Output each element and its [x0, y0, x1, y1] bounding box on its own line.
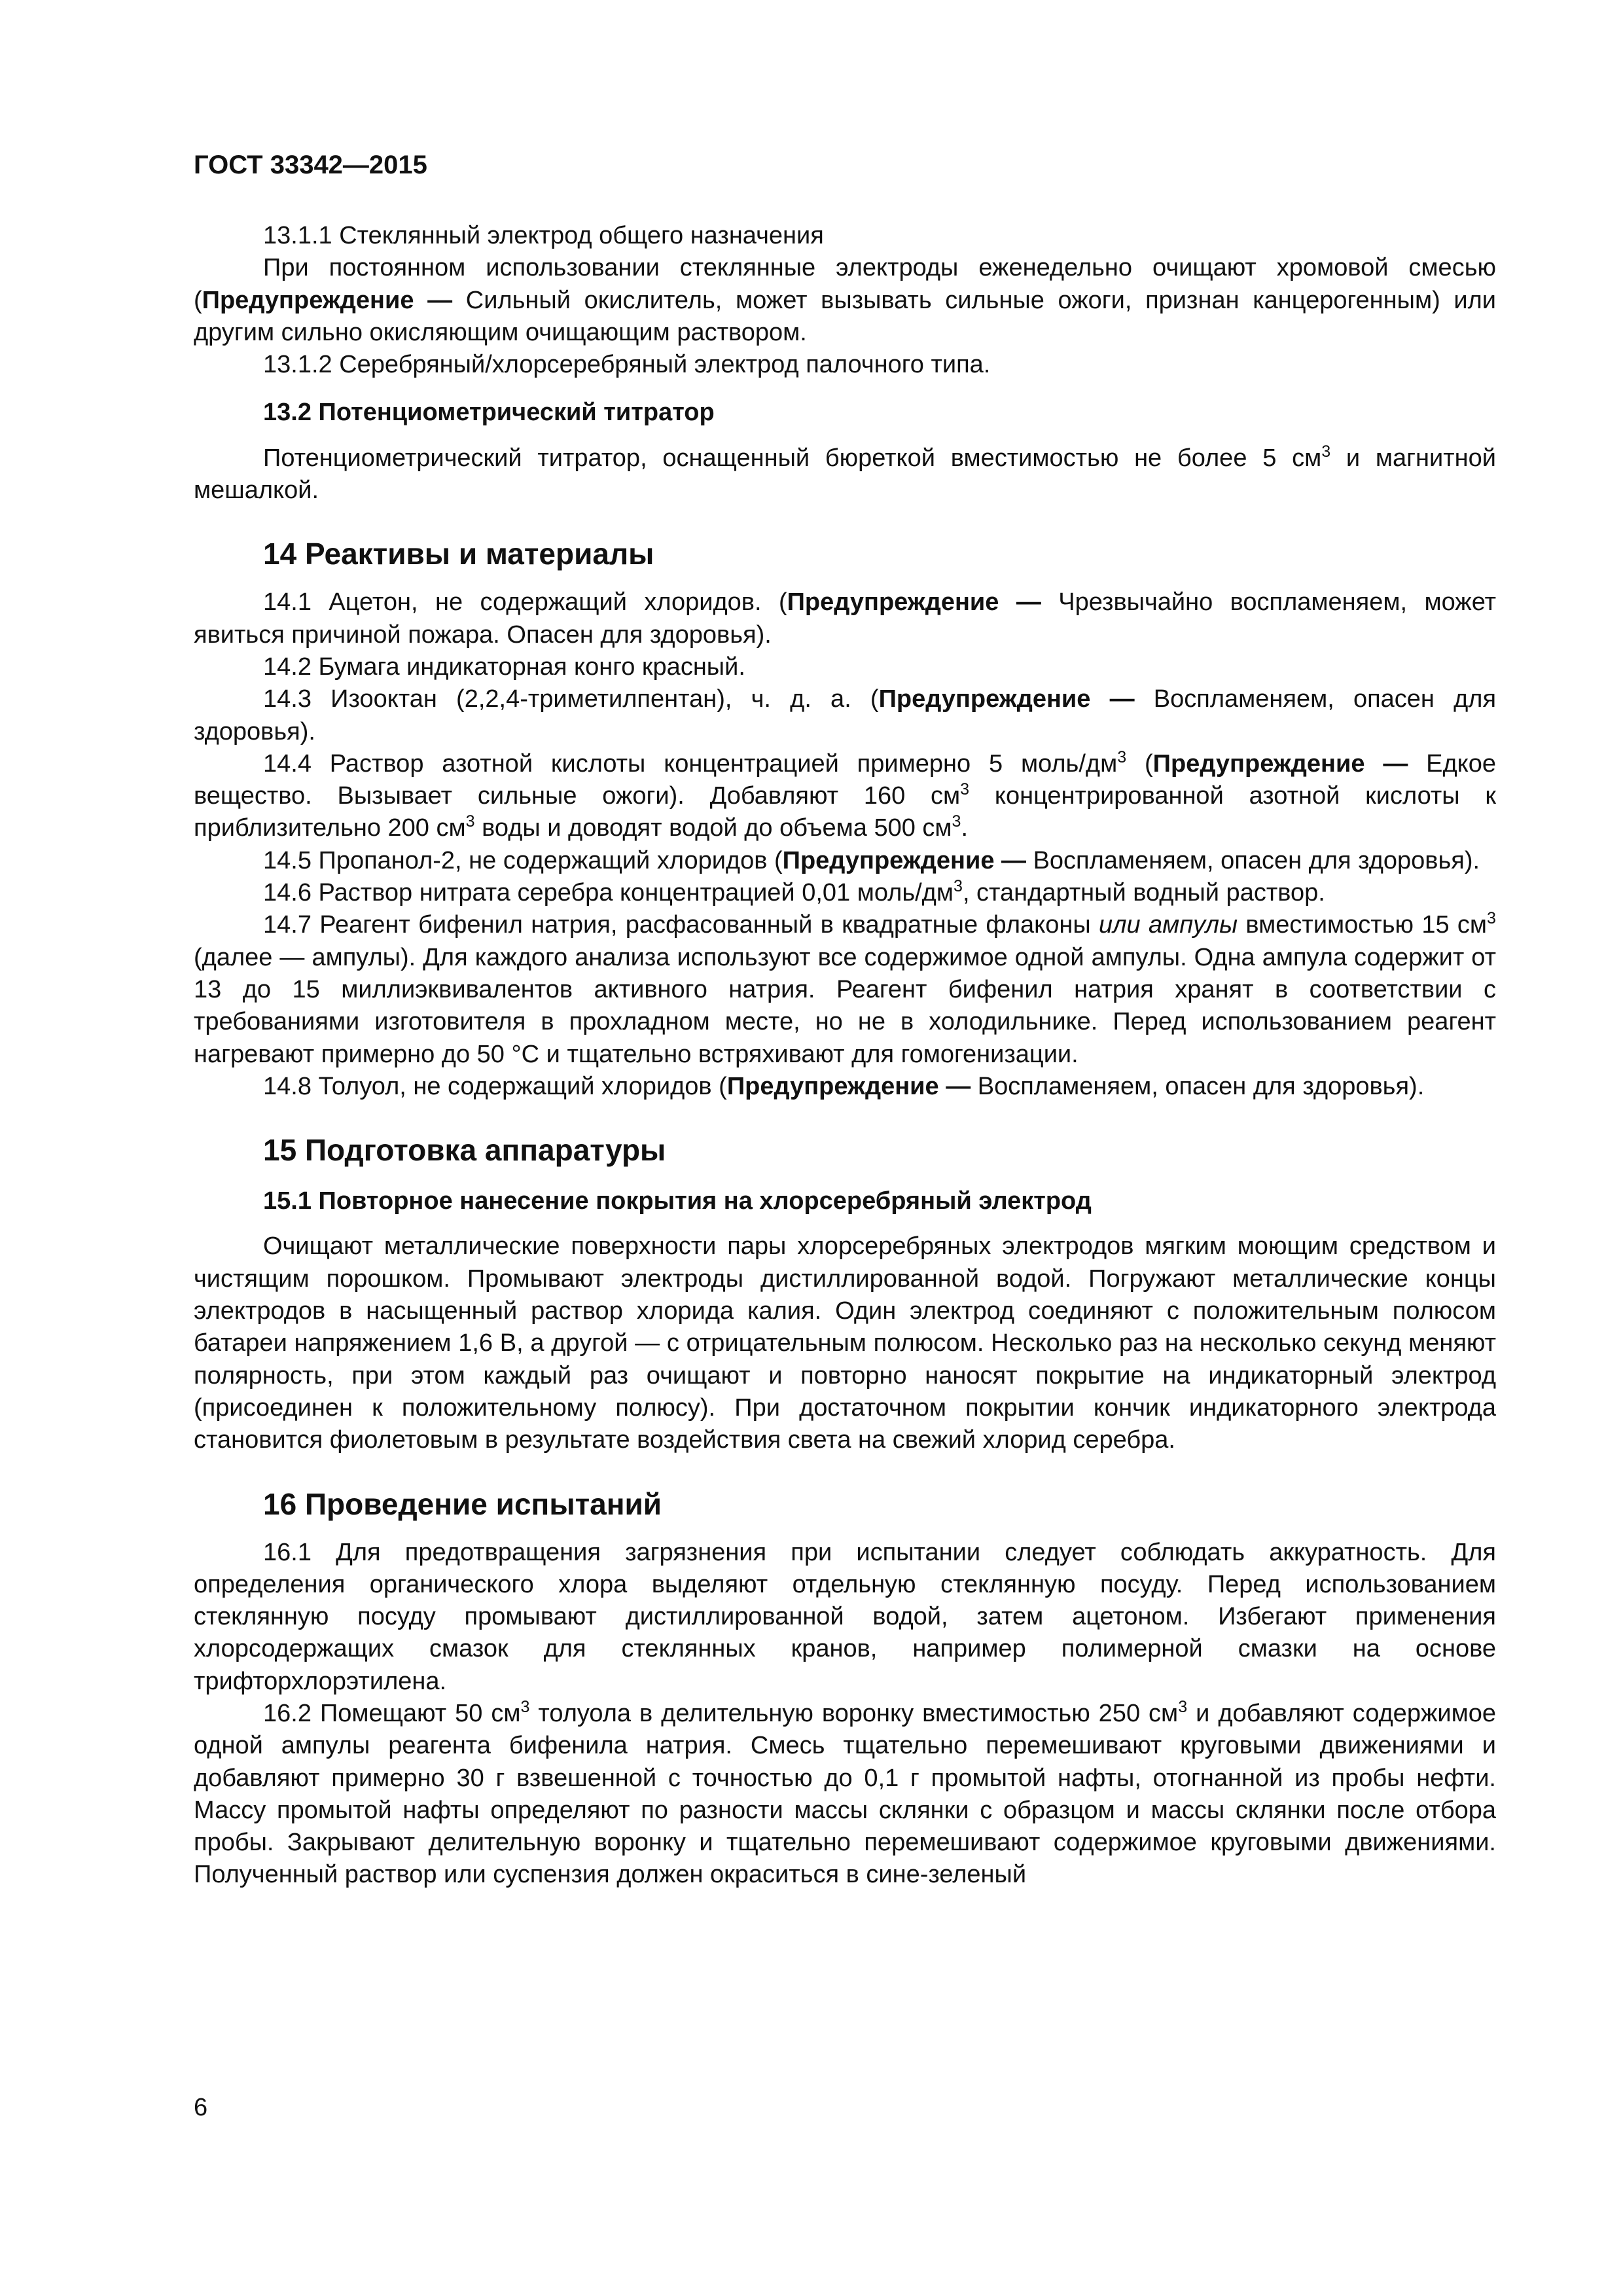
- paragraph-14-8: 14.8 Толуол, не содержащий хлоридов (Предупреждение — Воспламеняем, опасен для здоровья).: [263, 1072, 1425, 1100]
- subsection-heading-13-2: 13.2 Потенциометрический титратор: [263, 399, 715, 427]
- document-code-header: ГОСТ 33342—2015: [194, 151, 427, 179]
- paragraph-14-5: 14.5 Пропанол-2, не содержащий хлоридов (Предупреждение — Воспламеняем, опасен для здоровья).: [263, 846, 1480, 874]
- paragraph-14-3: 14.3 Изооктан (2,2,4-триметилпентан), ч. д. а. (Предупреждение — Воспламеняем, опасен для здоровья).: [194, 685, 1497, 745]
- paragraph-14-4: 14.4 Раствор азотной кислоты концентрацией примерно 5 моль/$дм^3$ (Предупреждение — Едкое вещество. Вызывает сильные ожоги). Добавляют 160 $см^3$ концентрированной азотной кислоты к приблизительно 200 $см^3$ воды и доводят водой до объема 500 $см^3$.: [194, 748, 1497, 842]
- warning-label: Предупреждение —: [726, 1072, 971, 1100]
- warning-label: Предупреждение —: [787, 588, 1041, 617]
- paragraph-15-1: Очищают металлические поверхности пары хлорсеребряных электродов мягким моющим средством и чистящим порошком. Промывают электроды дистиллированной водой. Погружают металлические концы электродов в насыщенный раствор хлорида калия. Один электрод соединяют с положительным полюсом батареи напряжением 1,6 В, а другой — с отрицательным полюсом. Несколько раз на несколько секунд меняют полярность, при этом каждый раз очищают и повторно наносят покрытие на индикаторный электрод (присоединен к положительному полюсу). При достаточном покрытии кончик индикаторного электрода становится фиолетовым в результате воздействия света на свежий хлорид серебра.: [194, 1232, 1496, 1454]
- page-number: 6: [194, 2094, 208, 2121]
- section-heading-16: 16 Проведение испытаний: [263, 1486, 662, 1521]
- warning-label: Предупреждение —: [202, 286, 453, 314]
- warning-label: Предупреждение —: [1152, 749, 1408, 778]
- section-heading-14: 14 Реактивы и материалы: [263, 537, 654, 571]
- paragraph-14-2: 14.2 Бумага индикаторная конго красный.: [263, 653, 745, 681]
- paragraph-13-2: Потенциометрический титратор, оснащенный бюреткой вместимостью не более 5 $см^3$ и магнитной мешалкой.: [194, 442, 1496, 505]
- paragraph-14-6: 14.6 Раствор нитрата серебра концентрацией 0,01 моль/$дм^3$, стандартный водный раствор.: [263, 877, 1325, 907]
- warning-label: Предупреждение —: [782, 846, 1027, 874]
- section-heading-15: 15 Подготовка аппаратуры: [263, 1133, 666, 1168]
- paragraph-14-1: 14.1 Ацетон, не содержащий хлоридов. (Предупреждение — Чрезвычайно воспламеняем, может явиться причиной пожара. Опасен для здоровья).: [194, 588, 1496, 649]
- paragraph-13-1-1: 13.1.1 Стеклянный электрод общего назначения: [263, 222, 824, 249]
- paragraph-16-2: 16.2 Помещают 50 $см^3$ толуола в делительную воронку вместимостью 250 $см^3$ и добавляют содержимое одной ампулы реагента бифенила натрия. Смесь тщательно перемешивают круговыми движениями и добавляют примерно 30 г взвешенной с точностью до 0,1 г промытой нафты, отогнанной из пробы нефти. Массу промытой нафты определяют по разности массы склянки с образцом и массы склянки после отбора пробы. Закрывают делительную воронку и тщательно перемешивают содержимое круговыми движениями. Полученный раствор или суспензия должен окраситься в сине-зеленый: [194, 1698, 1496, 1889]
- paragraph-13-1-1-text: При постоянном использовании стеклянные электроды еженедельно очищают хромовой смесью (Предупреждение — Сильный окислитель, может вызывать сильные ожоги, признан канцерогенным) или другим сильно окисляющим очищающим раствором.: [194, 254, 1497, 346]
- paragraph-16-1: 16.1 Для предотвращения загрязнения при испытании следует соблюдать аккуратность. Для определения органического хлора выделяют отдельную стеклянную посуду. Перед использованием стеклянную посуду промывают дистиллированной водой, затем ацетоном. Избегают применения хлорсодержащих смазок для стеклянных кранов, например полимерной смазки на основе трифторхлорэтилена.: [194, 1538, 1496, 1695]
- paragraph-14-7: 14.7 Реагент бифенил натрия, расфасованный в квадратные флаконы или ампулы вместимостью 15 $см^3$ (далее — ампулы). Для каждого анализа используют все содержимое одной ампулы. Одна ампула содержит от 13 до 15 миллиэквивалентов активного натрия. Реагент бифенил натрия хранят в соответствии с требованиями изготовителя в прохладном месте, но не в холодильнике. Перед использованием реагент нагревают примерно до 50 °С и тщательно встряхивают для гомогенизации.: [194, 909, 1496, 1068]
- subsection-heading-15-1: 15.1 Повторное нанесение покрытия на хлорсеребряный электрод: [263, 1187, 1092, 1215]
- warning-label: Предупреждение —: [878, 685, 1135, 713]
- document-body: [194, 220, 1496, 1892]
- paragraph-13-1-2: 13.1.2 Серебряный/хлорсеребряный электрод палочного типа.: [263, 351, 991, 379]
